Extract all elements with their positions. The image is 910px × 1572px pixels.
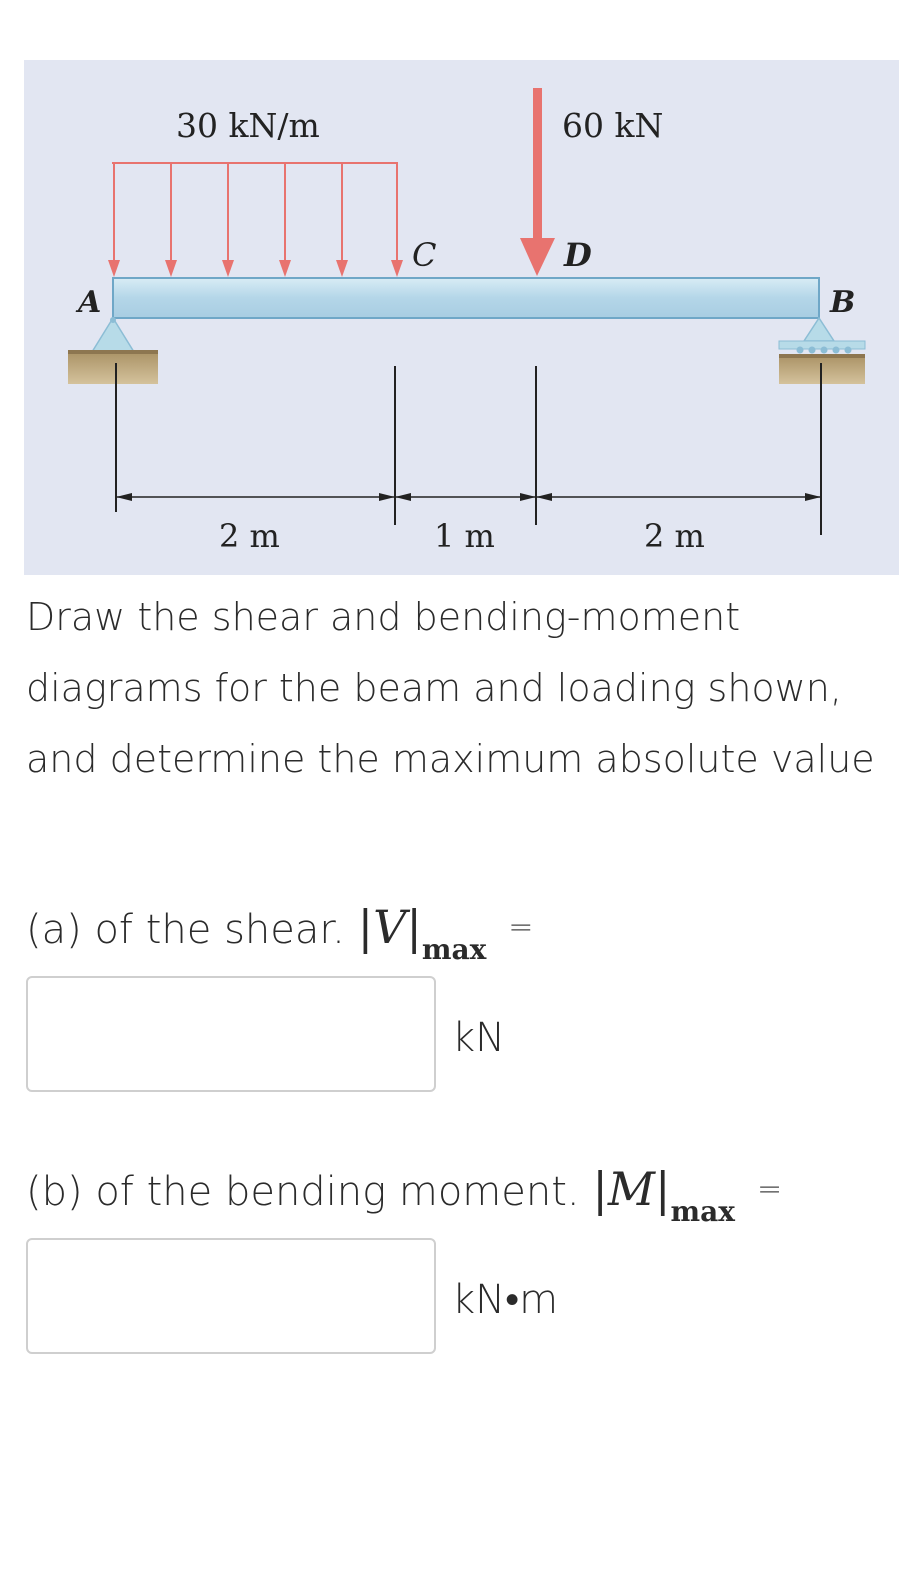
abs-bar-right: | [406,900,422,954]
label-a: A [78,285,102,320]
part-b-prompt [26,1162,783,1228]
part-b-subscript: max [670,1195,735,1228]
label-b: B [830,285,856,320]
problem-statement: Draw the shear and bending-moment diagrams for the beam and loading shown, and determine the maximum absolute value [26,595,875,781]
part-b-equals: = [756,1172,783,1207]
label-d: D [564,236,592,274]
beam-figure [24,60,899,575]
part-b-prefix: (b) of the bending moment. [26,1169,580,1215]
dimension-label-ac: 2 m [219,517,280,555]
abs-bar-left: | [357,900,374,954]
shear-unit: kN [452,1015,506,1061]
dimension-label-cd: 1 m [434,517,495,555]
abs-bar-right: | [654,1162,671,1216]
beam [113,278,819,318]
part-a-subscript: max [421,933,487,966]
moment-answer-input[interactable] [26,1238,436,1354]
moment-unit: kN•m [452,1277,559,1323]
part-b-symbol: M [607,1162,655,1216]
label-c: C [412,236,437,274]
shear-answer-input[interactable] [26,976,436,1092]
part-a-prompt [26,900,534,966]
point-load-label: 60 kN [562,106,664,145]
abs-bar-left: | [592,1162,608,1216]
dimension-label-db: 2 m [644,517,705,555]
distributed-load-label: 30 kN/m [176,106,320,145]
part-a-symbol: V [373,900,407,954]
part-a-prefix: (a) of the shear. [26,907,345,953]
part-a-equals: = [508,910,534,945]
